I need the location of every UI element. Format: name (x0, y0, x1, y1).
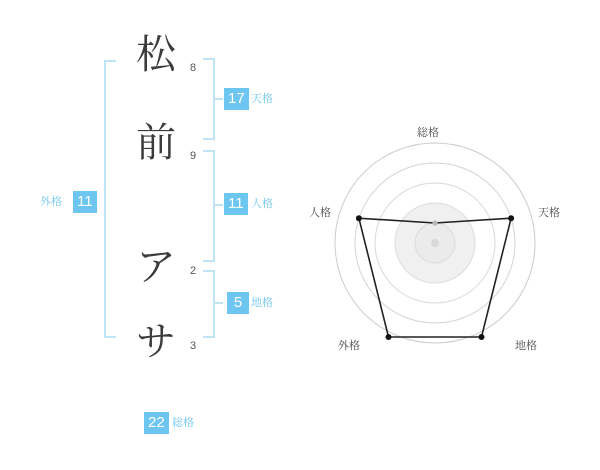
radar-axis-label-tenkaku: 天格 (538, 206, 560, 219)
bracket-outer-bottom (104, 336, 116, 338)
bracket-outer-vertical (104, 60, 106, 338)
bracket-chikaku-stem (213, 302, 223, 304)
score-label-tenkaku: 天格 (251, 92, 273, 105)
score-label-jinkaku: 人格 (251, 197, 273, 210)
kanji-char-2: 前 (136, 120, 176, 166)
score-badge-soukaku: 22 (144, 412, 169, 434)
bracket-jinkaku-top (203, 150, 214, 152)
kanji-char-3: ア (136, 244, 176, 290)
score-badge-chikaku: 5 (227, 292, 249, 314)
score-label-soukaku: 総格 (172, 416, 194, 429)
radar-axis-label-jinkaku: 人格 (309, 206, 331, 219)
bracket-tenkaku-stem (213, 98, 223, 100)
bracket-chikaku-bottom (203, 336, 214, 338)
bracket-jinkaku-stem (213, 204, 223, 206)
stroke-count-2: 9 (190, 150, 197, 162)
score-label-gaikaku: 外格 (40, 195, 62, 208)
bracket-tenkaku-bottom (203, 138, 214, 140)
stroke-count-3: 2 (190, 265, 197, 277)
score-label-chikaku: 地格 (251, 296, 273, 309)
radar-axis-label-soukaku: 総格 (417, 126, 439, 139)
radar-axis-label-chikaku: 地格 (515, 339, 537, 352)
stroke-count-1: 8 (190, 62, 197, 74)
bracket-jinkaku-vertical (213, 150, 215, 262)
kanji-char-1: 松 (136, 32, 176, 78)
bracket-chikaku-top (203, 270, 214, 272)
score-badge-gaikaku: 11 (73, 191, 97, 213)
bracket-outer-top (104, 60, 116, 62)
score-badge-tenkaku: 17 (224, 88, 249, 110)
kanji-char-4: サ (136, 319, 176, 365)
radar-chart-svg (310, 118, 560, 368)
stroke-count-4: 3 (190, 340, 197, 352)
bracket-jinkaku-bottom (203, 260, 214, 262)
bracket-chikaku-vertical (213, 270, 215, 338)
radar-axis-label-gaikaku: 外格 (338, 339, 360, 352)
bracket-tenkaku-top (203, 58, 214, 60)
radar-chart (310, 118, 560, 368)
score-badge-jinkaku: 11 (224, 193, 248, 215)
